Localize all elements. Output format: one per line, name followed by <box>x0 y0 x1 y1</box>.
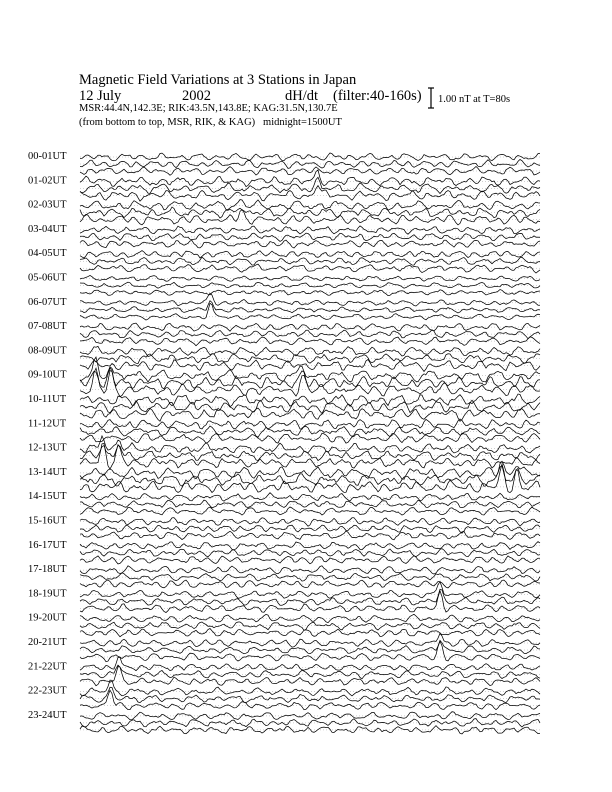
row-label: 10-11UT <box>28 394 67 405</box>
row-label: 14-15UT <box>28 491 67 503</box>
row-label: 23-24UT <box>28 709 67 721</box>
series-line-rik <box>80 354 540 364</box>
row-label: 20-21UT <box>28 637 67 648</box>
series-line-rik <box>80 233 540 241</box>
row-label: 08-09UT <box>28 345 67 357</box>
series-line-kag <box>80 518 540 527</box>
series-line-rik <box>80 445 540 460</box>
series-line-msr <box>80 531 540 540</box>
series-line-msr <box>80 368 540 396</box>
scale-bar <box>428 88 434 108</box>
row-label: 13-14UT <box>28 466 67 478</box>
row-label: 04-05UT <box>28 248 67 260</box>
row-label: 19-20UT <box>28 612 67 624</box>
series-line-kag <box>80 712 540 720</box>
row-label: 09-10UT <box>28 369 67 381</box>
date-year: 2002 <box>182 88 211 104</box>
row-label: 15-16UT <box>28 515 67 527</box>
row-label: 16-17UT <box>28 539 67 551</box>
series-line-msr <box>80 580 540 588</box>
series-line-kag <box>80 394 540 407</box>
row-label: 07-08UT <box>28 321 67 333</box>
series-line-msr <box>80 464 540 493</box>
series-line-rik <box>80 589 540 605</box>
series-line-kag <box>80 293 540 306</box>
series-line-rik <box>80 282 540 288</box>
series-line-msr <box>80 303 540 320</box>
row-label: 03-04UT <box>28 223 67 235</box>
row-label: 01-02UT <box>28 175 67 187</box>
series-line-kag <box>80 357 540 382</box>
series-line-rik <box>80 500 540 508</box>
chart-title: Magnetic Field Variations at 3 Stations in Japan <box>79 72 357 88</box>
series-line-msr <box>80 408 540 421</box>
row-label: 18-19UT <box>28 588 67 600</box>
row-label: 22-23UT <box>28 685 67 697</box>
row-label: 02-03UT <box>28 199 67 211</box>
series-line-msr <box>80 507 540 515</box>
row-label: 05-06UT <box>28 272 67 284</box>
filter-label: (filter:40-160s) <box>333 88 422 104</box>
quantity-label: dH/dt <box>285 88 319 104</box>
series-line-rik <box>80 640 540 653</box>
order-note-text: (from bottom to top, MSR, RIK, & KAG) <box>79 117 256 128</box>
date-day-month: 12 July <box>79 88 122 104</box>
series-line-kag <box>80 657 540 671</box>
station-coordinates: MSR:44.4N,142.3E; RIK:43.5N,143.8E; KAG:31.5N,130.7E <box>79 103 338 114</box>
series-line-kag <box>80 633 540 647</box>
series-line-msr <box>80 337 540 346</box>
series-line-rik <box>80 177 540 193</box>
series-line-rik <box>80 525 540 533</box>
series-line-msr <box>80 210 540 225</box>
scale-bar-label: 1.00 nT at T=80s <box>438 94 511 105</box>
series-line-kag <box>80 614 540 622</box>
midnight-note: midnight=1500UT <box>263 117 342 128</box>
row-label: 00-01UT <box>28 151 67 162</box>
series-line-kag <box>80 200 540 211</box>
series-line-kag <box>80 226 540 234</box>
row-label: 06-07UT <box>28 296 67 308</box>
row-label: 21-22UT <box>28 661 67 673</box>
series-line-rik <box>80 368 540 389</box>
row-label: 12-13UT <box>28 442 67 454</box>
series-line-rik <box>80 426 540 437</box>
series-line-msr <box>80 264 540 273</box>
row-label: 17-18UT <box>28 564 67 576</box>
series-line-rik <box>80 622 540 630</box>
series-line-rik <box>80 687 540 702</box>
row-label: 11-12UT <box>28 418 67 430</box>
series-line-kag <box>80 493 540 502</box>
